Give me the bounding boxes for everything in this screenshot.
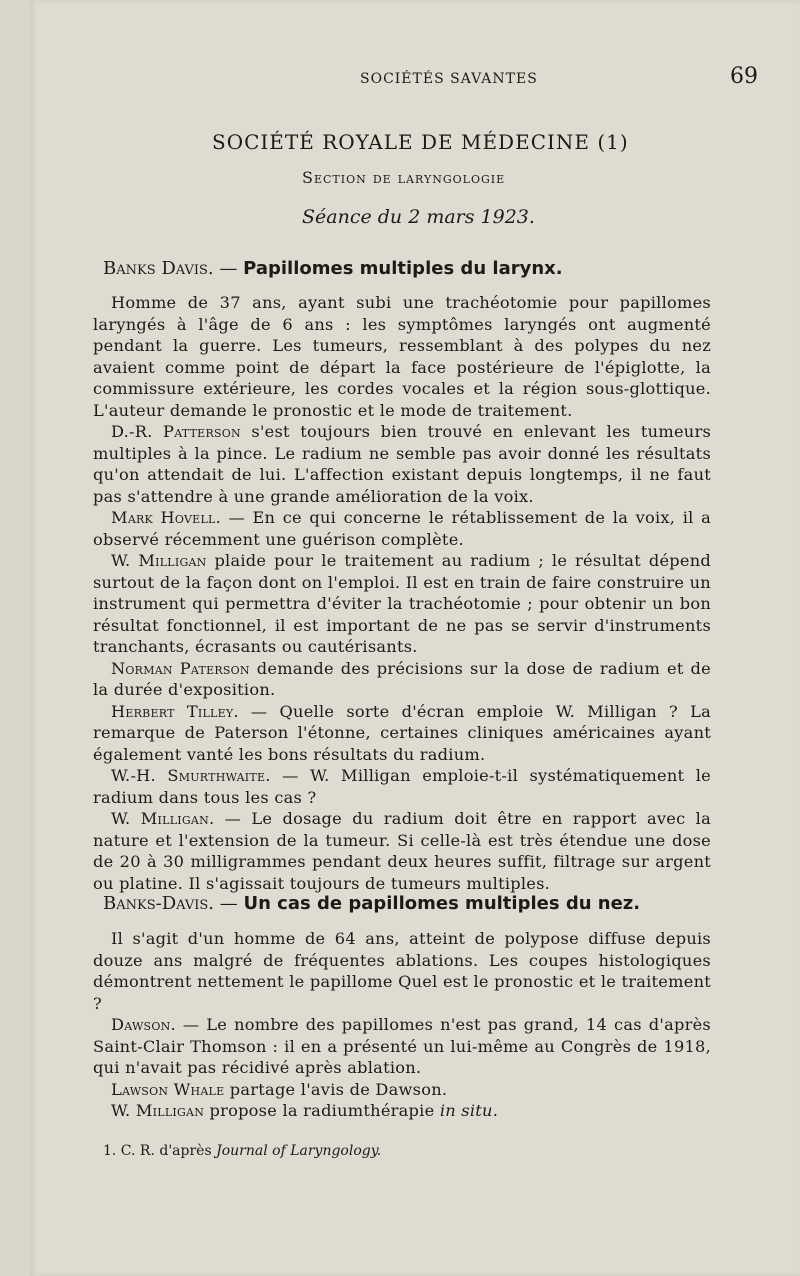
speaker-name: Mark Hovell. [111,508,221,527]
case2-discussion [93,928,711,1122]
case2-paragraph: Il s'agit d'un homme de 64 ans, atteint de polypose diffuse depuis douze ans malgré de fréquentes ablations. Les coupes histologiques démontrent nettement le papillome Quel est le pronostic et le traitement ? [93,929,711,1013]
case2-heading [103,893,640,914]
speaker-text: — En ce qui concerne le rétablissement de la voix, il a observé récemment une guérison complète. [93,508,711,549]
speaker-text: s'est toujours bien trouvé en enlevant les tumeurs multiples à la pince. Le radium ne semble pas avoir donné les résultats qu'on attendait de lui. L'affection existant depuis longtemps, il ne faut pas s'attendre à une grande amélioration de la voix. [93,422,711,506]
case2-paragraph [93,1014,711,1079]
speaker-name: W. Milligan. [111,809,215,828]
society-title: SOCIÉTÉ ROYALE DE MÉDECINE (1) [212,130,629,154]
speaker-text: — Quelle sorte d'écran emploie W. Milligan ? La remarque de Paterson l'étonne, certaines cliniques américaines ayant également vanté les bons résultats du radium. [93,701,711,764]
footnote-prefix: 1. C. R. d'après [103,1143,217,1159]
case1-paragraph [93,421,711,507]
case1-paragraph [93,507,711,550]
case1-heading [103,258,563,279]
speaker-name: W. Milligan [111,551,207,570]
case1-title: Papillomes multiples du larynx. [243,258,563,279]
case2-paragraph [93,1100,711,1122]
speaker-text: — Le dosage du radium doit être en rapport avec la nature et l'extension de la tumeur. Si celle-là est très étendue une dose de 20 à 30 milligrammes pendant deux heures suffit, filtrage sur argent ou platine. Il s'agissait toujours de tumeurs multiples. [93,809,711,893]
case1-paragraph: Homme de 37 ans, ayant subi une trachéotomie pour papillomes laryngés à l'âge de 6 ans : les symptômes laryngés ont augmenté pendant la guerre. Les tumeurs, ressemblant à des polypes du nez avaient comme point de départ la face postérieure de l'épiglotte, la commissure extérieure, les cordes vocales et la région sous-glottique. L'auteur demande le pronostic et le mode de traitement. [93,293,711,420]
speaker-name: W. Milligan [111,1101,205,1120]
session-date: Séance du 2 mars 1923. [302,206,535,228]
speaker-name: Dawson. [111,1015,176,1034]
case1-paragraph [93,550,711,658]
speaker-text: — W. Milligan emploie-t-il systématiquement le radium dans tous les cas ? [93,766,712,807]
footnote-journal: Journal of Laryngology. [216,1143,382,1159]
speaker-name: W.-H. Smurthwaite. [111,766,271,785]
speaker-name: Norman Paterson [111,658,250,678]
case1-paragraph [93,658,711,701]
latin-term: in situ. [439,1101,499,1120]
case2-title: Un cas de papillomes multiples du nez. [243,893,641,914]
speaker-name: D.-R. Patterson [111,422,241,441]
case1-paragraph [93,765,711,808]
case2-dash: — [214,893,244,914]
case1-discussion [93,292,711,894]
page-number: 69 [730,64,758,89]
speaker-text: demande des précisions sur la dose de radium et de la durée d'exposition. [93,658,711,699]
running-head: SOCIÉTÉS SAVANTES [360,71,538,87]
case2-author: Banks-Davis. [103,893,215,914]
speaker-name: Lawson Whale [111,1079,225,1099]
speaker-text: — Le nombre des papillomes n'est pas grand, 14 cas d'après Saint-Clair Thomson : il en a présenté un lui-même au Congrès de 1918, qui n'avait pas récidivé après ablation. [93,1015,711,1077]
case1-author: Banks Davis. [103,258,214,279]
section-title: Section de laryngologie [302,168,506,187]
case1-paragraph [93,808,711,894]
speaker-name: Herbert Tilley. [111,701,239,721]
footnote [103,1143,381,1159]
case1-dash: — [213,258,244,279]
speaker-text: plaide pour le traitement au radium ; le résultat dépend surtout de la façon dont on l'emploi. Il est en train de faire construire un instrument qui permettra d'éviter la trachéotomie ; pour obtenir un bon résultat fonctionnel, il est important de ne pas se servir d'instruments tranchants, écrasants ou cautérisants. [93,551,712,656]
case2-paragraph [93,1079,711,1101]
speaker-text: partage l'avis de Dawson. [224,1079,448,1099]
case1-paragraph [93,701,711,766]
speaker-text: propose la radiumthérapie [204,1101,440,1120]
